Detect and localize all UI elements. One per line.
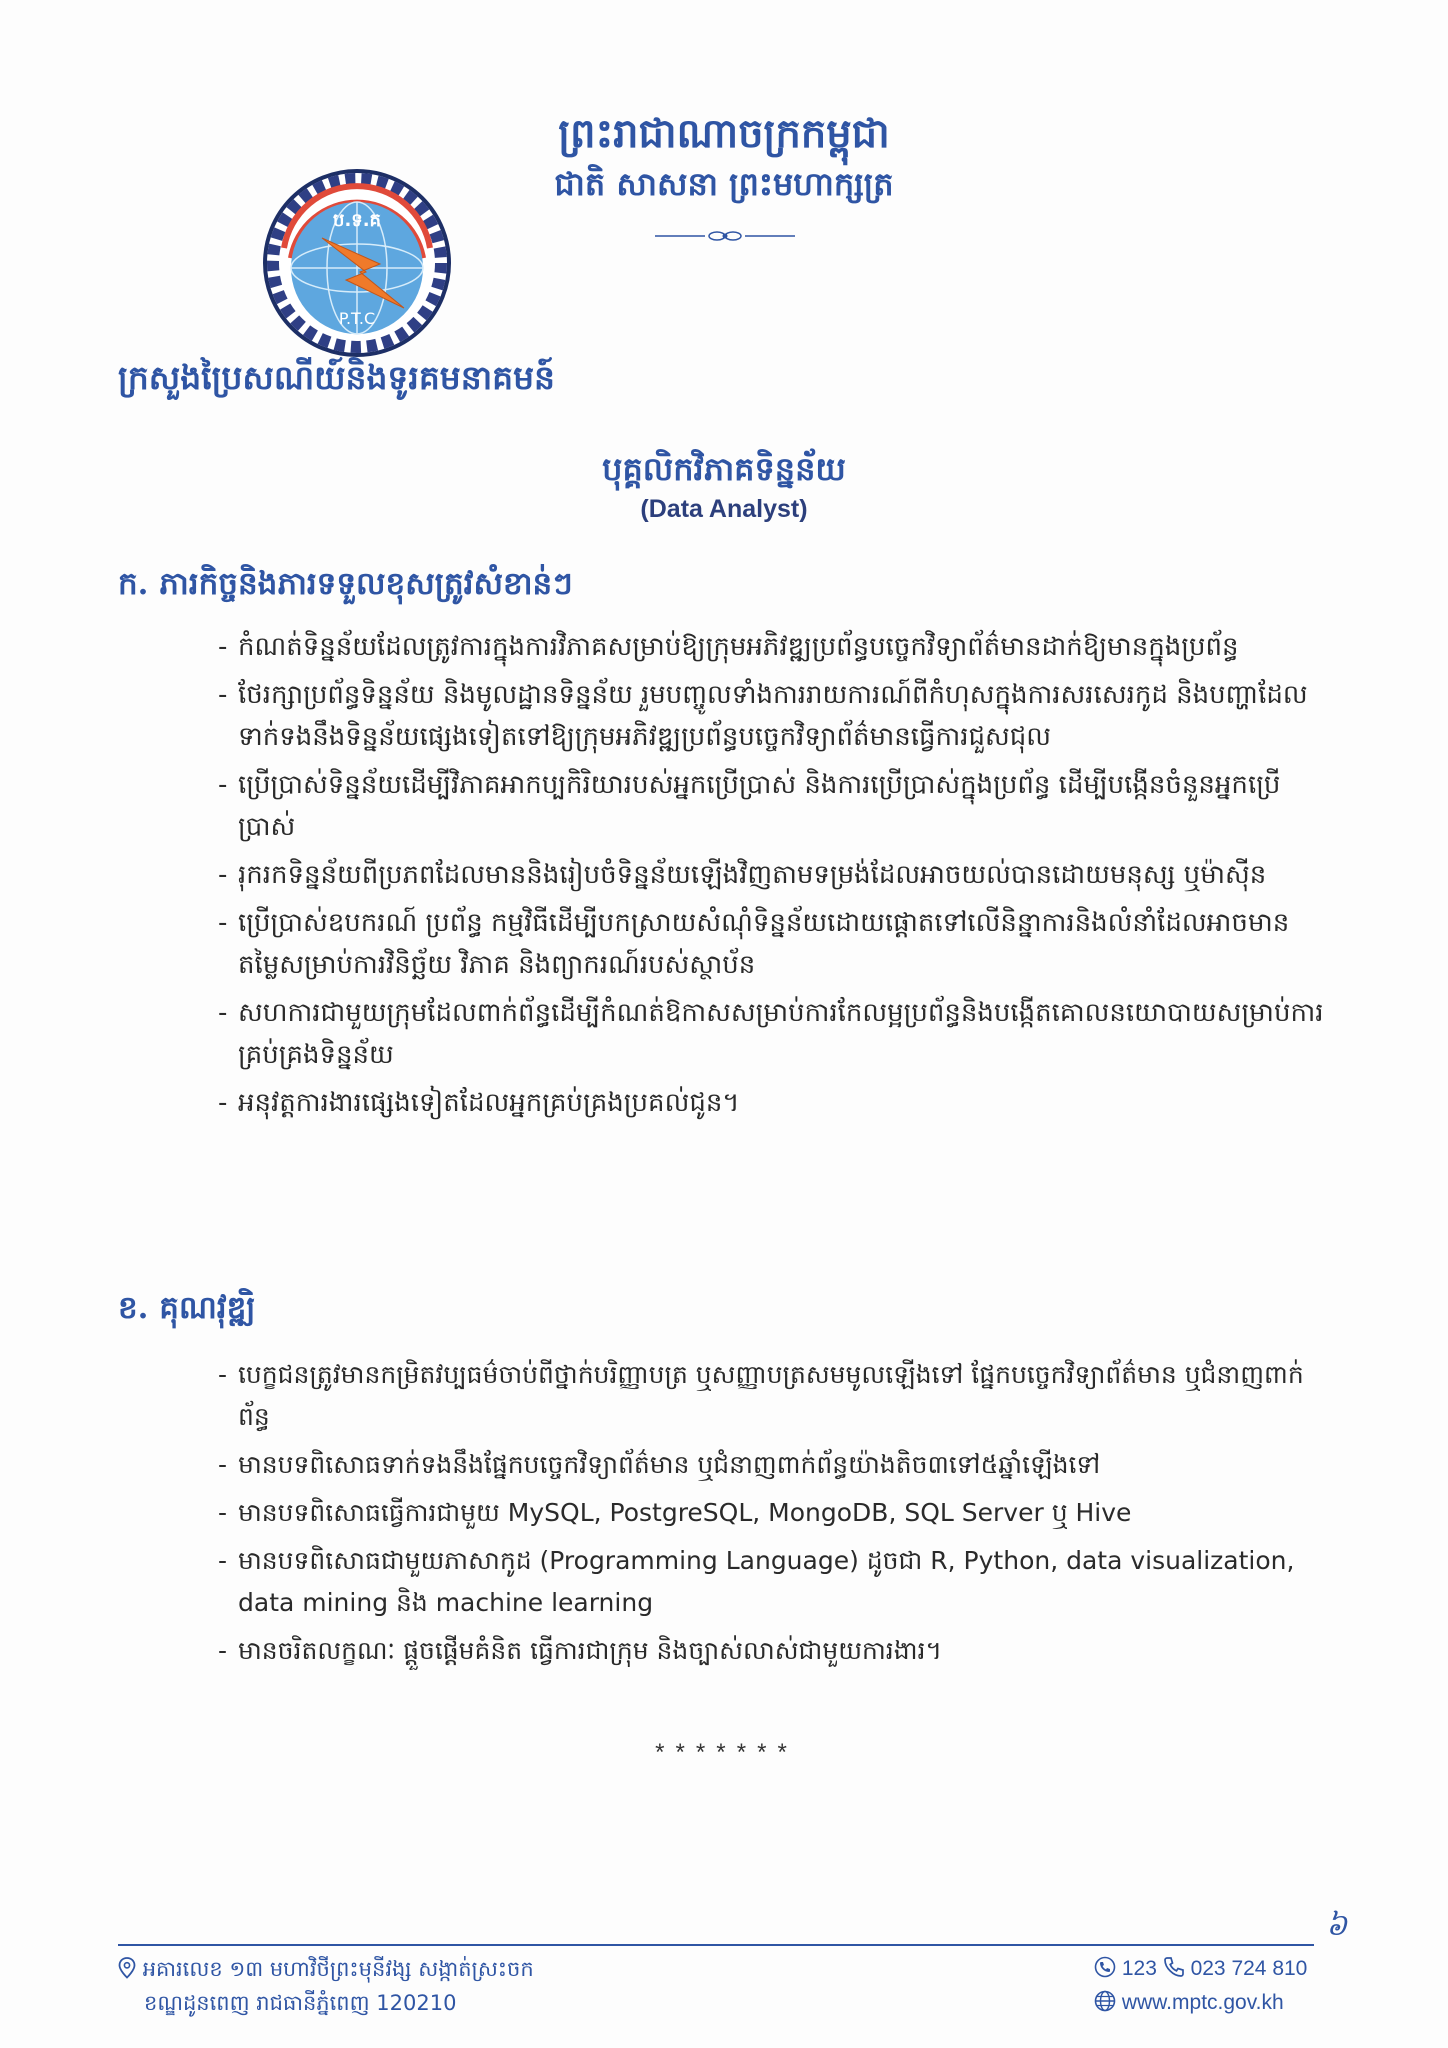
footer-address xyxy=(118,1952,534,2020)
list-item: - រុករកទិន្នន័យពីប្រភពដែលមាននិងរៀបចំទិន្នន័យឡើងវិញតាមទម្រង់ដែលអាចយល់បានដោយមនុស្ស ឬម៉ាស៊ីន xyxy=(218,860,1267,890)
list-item: - មានបទពិសោធទាក់ទងនឹងផ្នែកបច្ចេកវិទ្យាព័ត៌មាន ឬជំនាញពាក់ព័ន្ធយ៉ាងតិច៣ទៅ៥ឆ្នាំឡើងទៅ xyxy=(218,1450,1101,1479)
hotline-number[interactable]: 123 xyxy=(1121,1957,1157,1980)
footer-contact xyxy=(1094,1952,1307,2020)
hotline-icon xyxy=(1094,1956,1116,1978)
title-khmer: បុគ្គលិកវិភាគទិន្នន័យ xyxy=(602,450,846,488)
address-line-1: អគារលេខ ១៣ មហាវិថីព្រះមុនីវង្ស សង្កាត់ស្រះចក xyxy=(142,1957,534,1981)
kingdom-header xyxy=(0,108,1448,206)
list-item: - មានចរិតលក្ខណៈ ផ្តួចផ្តើមគំនិត ធ្វើការជាក្រុម និងច្បាស់លាស់ជាមួយការងារ។ xyxy=(218,1636,942,1665)
list-item: - មានបទពិសោធធ្វើការជាមួយ MySQL, PostgreSQL, MongoDB, SQL Server ឬ Hive xyxy=(218,1498,1132,1527)
end-marker: ******* xyxy=(652,1742,796,1769)
ministry-name: ក្រសួងប្រៃសណីយ៍និងទូរគមនាគមន៍ xyxy=(118,358,555,397)
logo-text: ប.ទ.គ xyxy=(333,210,381,231)
list-item: - ប្រើប្រាស់ទិន្នន័យដើម្បីវិភាគអាកប្បកិរិយារបស់អ្នកប្រើប្រាស់ និងការប្រើប្រាស់ក្នុងប្រព័ន្ធ ដើម្បីបង្កើនចំនួនអ្នកប្រើប្រាស់ xyxy=(218,770,1281,842)
logo-sub: P.T.C xyxy=(338,309,376,328)
website-link[interactable]: www.mptc.gov.kh xyxy=(1121,1991,1284,2014)
list-item: - មានបទពិសោធជាមួយភាសាកូដ (Programming Language) ដូចជា R, Python, data visualization, data mining និង machine learning xyxy=(218,1546,1295,1617)
phone-number[interactable]: 023 724 810 xyxy=(1190,1957,1308,1980)
globe-icon xyxy=(1094,1990,1116,2012)
list-item: - កំណត់ទិន្នន័យដែលត្រូវការក្នុងការវិភាគសម្រាប់ឱ្យក្រុមអភិវឌ្ឍប្រព័ន្ធបច្ចេកវិទ្យាព័ត៌មានដាក់ឱ្យមានក្នុងប្រព័ន្ធ xyxy=(218,632,1239,662)
kingdom-title: ព្រះរាជាណាចក្រកម្ពុជា xyxy=(558,110,890,157)
list-item: - ថែរក្សាប្រព័ន្ធទិន្នន័យ និងមូលដ្ឋានទិន្នន័យ រួមបញ្ចូលទាំងការរាយការណ៍ពីកំហុសក្នុងការសរសេរកូដ និងបញ្ហាដែលទាក់ទងនឹងទិន្នន័យផ្សេងទៀតទៅឱ្យក្រុមអភិវឌ្ឍប្រព័ន្ធបច្ចេកវិទ្យាព័ត៌មានធ្វើការជួសជុល xyxy=(218,680,1308,752)
section-b-heading: ខ. គុណវុឌ្ឍិ xyxy=(118,1290,256,1326)
address-line-2: ខណ្ឌដូនពេញ រាជធានីភ្នំពេញ 120210 xyxy=(144,1991,457,2015)
location-pin-icon xyxy=(118,1957,136,1979)
title-english: (Data Analyst) xyxy=(640,495,808,523)
national-motto: ជាតិ សាសនា ព្រះមហាក្សត្រ xyxy=(554,165,894,203)
footer-divider xyxy=(118,1944,1314,1946)
list-item: - អនុវត្តការងារផ្សេងទៀតដែលអ្នកគ្រប់គ្រងប្រគល់ជូន។ xyxy=(218,1088,740,1118)
list-item: - បេក្ខជនត្រូវមានកម្រិតវប្បធម៌ចាប់ពីថ្នាក់បរិញ្ញាបត្រ ឬសញ្ញាបត្រសមមូលឡើងទៅ ផ្នែកបច្ចេកវិទ្យាព័ត៌មាន ឬជំនាញពាក់ព័ន្ធ xyxy=(218,1360,1304,1431)
ornament-divider-icon xyxy=(655,228,795,244)
ministry-logo xyxy=(262,168,452,358)
list-item: - ប្រើប្រាស់ឧបករណ៍ ប្រព័ន្ធ កម្មវិធីដើម្បីបកស្រាយសំណុំទិន្នន័យដោយផ្ដោតទៅលើនិន្នាការនិងលំនាំដែលអាចមានតម្លៃសម្រាប់ការវិនិច្ឆ័យ វិភាគ និងព្យាករណ៍របស់ស្ថាប័ន xyxy=(218,908,1290,980)
document-title xyxy=(0,446,1448,526)
page-number: ៦ xyxy=(1326,1908,1348,1943)
section-a-list xyxy=(218,626,1326,1130)
phone-icon xyxy=(1163,1956,1185,1978)
section-a-heading: ក. ភារកិច្ចនិងភារទទួលខុសត្រូវសំខាន់ៗ xyxy=(118,566,573,602)
list-item: - សហការជាមួយក្រុមដែលពាក់ព័ន្ធដើម្បីកំណត់ឱកាសសម្រាប់ការកែលម្អប្រព័ន្ធនិងបង្កើតគោលនយោបាយសម្រាប់ការគ្រប់គ្រងទិន្នន័យ xyxy=(218,998,1324,1070)
section-b-list xyxy=(218,1354,1326,1678)
